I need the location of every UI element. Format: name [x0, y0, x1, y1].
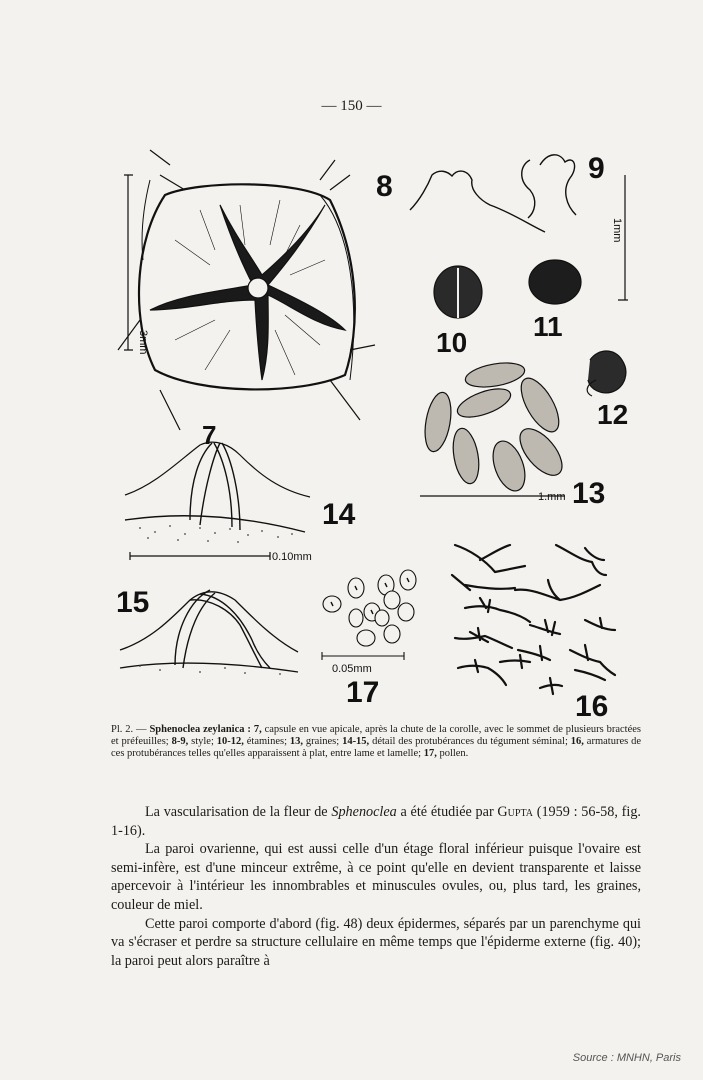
p1-text-a: La vascularisation de la fleur de	[145, 804, 332, 820]
caption-species: Sphenoclea zeylanica :	[149, 724, 254, 735]
caption-ref-16: 16,	[570, 736, 584, 747]
p1-text-c: (1959 : 56-58, fig. 1-16).	[111, 804, 641, 839]
scale-label-1mm: 1mm	[611, 218, 623, 243]
plate-caption	[111, 724, 641, 760]
figure-label-14: 14	[322, 498, 356, 531]
p1-text-b: a été étudiée par	[396, 804, 498, 820]
body-text	[111, 803, 641, 970]
figure-label-16: 16	[575, 690, 609, 720]
paragraph-1	[111, 803, 641, 840]
figure-7-capsule-drawing	[118, 150, 375, 430]
caption-text-17: pollen.	[436, 748, 469, 759]
caption-text-7: capsule en vue apicale, après la chute de la corolle, avec le sommet de plusieurs bractées et préfeuilles;	[111, 724, 641, 747]
caption-ref-13: 13,	[289, 736, 304, 747]
figure-17-pollen-drawing	[322, 570, 416, 660]
figure-16-armatures-drawing	[452, 545, 615, 694]
caption-ref-10-12: 10-12,	[216, 736, 244, 747]
caption-text-16: armatures de ces protubérances telles qu'elles apparaissent à plat, entre lame et lamelle;	[111, 736, 641, 759]
figure-label-17: 17	[346, 676, 380, 709]
figure-label-7: 7	[202, 420, 217, 450]
scale-label-0-10mm: 0.10mm	[272, 551, 312, 563]
figure-label-8: 8	[376, 170, 393, 203]
figure-14-stipple	[139, 525, 293, 543]
scale-label-0-05mm: 0.05mm	[332, 663, 372, 675]
scale-label-seeds: 1.mm	[538, 491, 566, 503]
figure-label-10: 10	[436, 327, 468, 358]
figure-label-13: 13	[572, 477, 606, 510]
figure-13-seeds-drawing	[420, 359, 570, 496]
figure-14-protuberance-drawing	[125, 442, 310, 560]
page-number: — 150 —	[321, 98, 382, 114]
caption-text-10-12: étamines;	[243, 736, 290, 747]
p1-author: Gupta	[497, 804, 533, 820]
caption-text-8-9: style;	[188, 736, 217, 747]
caption-ref-14-15: 14-15,	[342, 736, 370, 747]
caption-prefix: Pl. 2. —	[111, 724, 150, 735]
figure-label-11: 11	[533, 311, 563, 342]
figure-label-12: 12	[597, 399, 629, 430]
p1-genus: Sphenoclea	[331, 804, 397, 820]
paragraph-3: Cette paroi comporte d'abord (fig. 48) deux épidermes, séparés par un parenchyme qui va s'écraser et perdre sa structure cellulaire en même temps que l'épiderme externe (fig. 40); la paroi peut alors paraître à	[111, 915, 641, 969]
source-watermark: Source : MNHN, Paris	[572, 1052, 681, 1064]
caption-ref-8-9: 8-9,	[171, 736, 189, 747]
caption-text-13: graines;	[303, 736, 343, 747]
caption-ref-17: 17,	[423, 748, 437, 759]
scale-label-3mm: 3mm	[137, 330, 149, 355]
paragraph-2: La paroi ovarienne, qui est aussi celle d'un étage floral inférieur puisque l'ovaire est semi-infère, est d'une minceur extrême, à ce point qu'elle en devient transparente et laisse apercevoir à l'intérieur les innombrables et minuscules ovules, ou, plus tard, les graines, couleur de miel.	[111, 841, 641, 913]
figure-label-9: 9	[588, 152, 605, 185]
caption-ref-7: 7,	[253, 724, 262, 735]
caption-text-14-15: détail des protubérances du tégument séminal;	[369, 736, 571, 747]
figure-label-15: 15	[116, 586, 150, 619]
